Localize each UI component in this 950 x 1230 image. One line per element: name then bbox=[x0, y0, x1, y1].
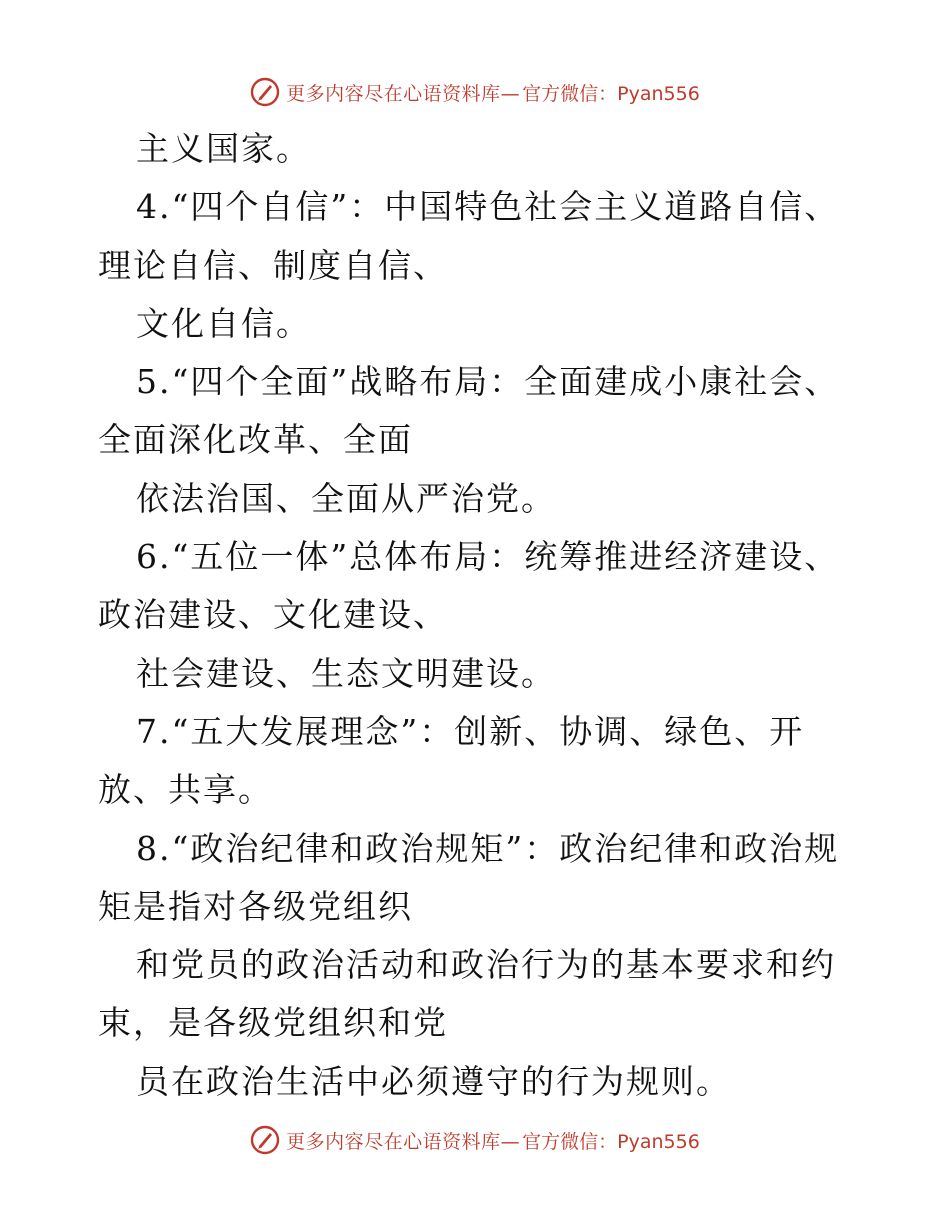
text-line: 全面深化改革、全面 bbox=[98, 420, 413, 460]
text-line: 7.“五大发展理念”：创新、协调、绿色、开 bbox=[136, 711, 805, 751]
watermark-wechat: 官方微信：Pyan556 bbox=[522, 1130, 700, 1153]
text-line: 放、共享。 bbox=[98, 770, 273, 810]
text-line: 5.“四个全面”战略布局：全面建成小康社会、 bbox=[136, 362, 840, 402]
text-line: 束，是各级党组织和党 bbox=[98, 1003, 448, 1043]
text-line: 理论自信、制度自信、 bbox=[98, 245, 448, 285]
quill-logo-icon bbox=[250, 77, 280, 107]
text-line: 依法治国、全面从严治党。 bbox=[136, 478, 556, 518]
text-line: 主义国家。 bbox=[136, 129, 311, 168]
quill-logo-icon bbox=[250, 1125, 280, 1155]
text-line: 政治建设、文化建设、 bbox=[98, 595, 448, 635]
footer-watermark bbox=[0, 1120, 950, 1160]
text-line: 6.“五位一体”总体布局：统筹推进经济建设、 bbox=[136, 537, 840, 577]
text-line: 4.“四个自信”：中国特色社会主义道路自信、 bbox=[136, 187, 840, 227]
text-line: 员在政治生活中必须遵守的行为规则。 bbox=[136, 1061, 731, 1101]
text-line: 文化自信。 bbox=[136, 303, 311, 343]
text-line: 8.“政治纪律和政治规矩”：政治纪律和政治规 bbox=[136, 828, 840, 868]
document-body bbox=[98, 120, 858, 1111]
watermark-text: 更多内容尽在心语资料库— bbox=[286, 82, 521, 105]
text-line: 和党员的政治活动和政治行为的基本要求和约 bbox=[136, 945, 836, 985]
text-line: 社会建设、生态文明建设。 bbox=[136, 653, 556, 693]
watermark-text: 更多内容尽在心语资料库— bbox=[286, 1130, 521, 1153]
watermark-wechat: 官方微信：Pyan556 bbox=[522, 82, 700, 105]
header-watermark bbox=[0, 72, 950, 112]
text-line: 矩是指对各级党组织 bbox=[98, 886, 413, 926]
